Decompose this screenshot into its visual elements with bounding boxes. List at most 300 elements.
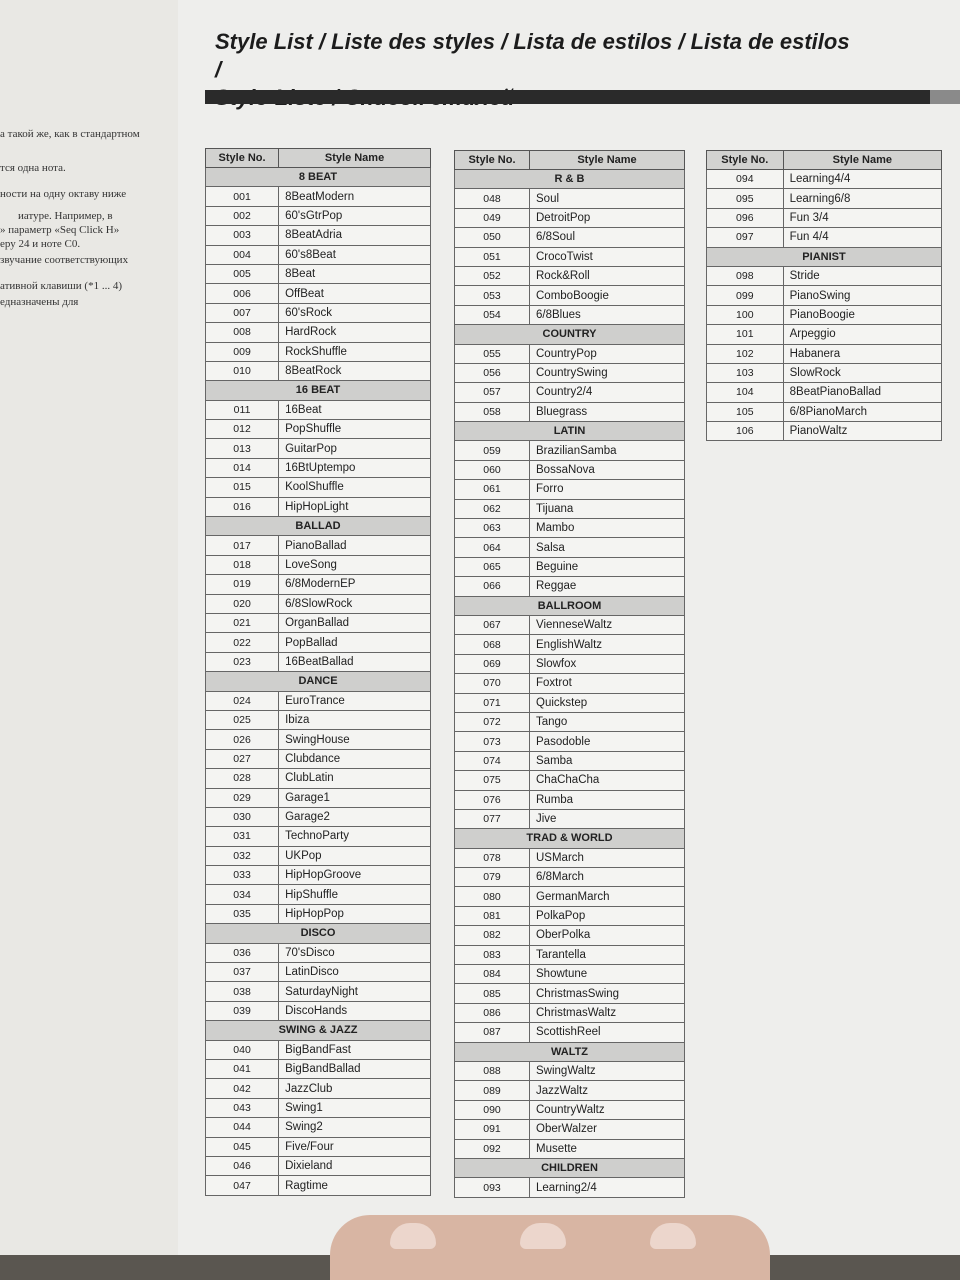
fingernail: [520, 1223, 566, 1249]
style-number: 052: [455, 266, 530, 285]
style-number: 067: [455, 615, 530, 634]
table-row: [206, 1118, 431, 1137]
style-number: 092: [455, 1139, 530, 1158]
table-row: [206, 904, 431, 923]
style-number: 002: [206, 206, 279, 225]
style-number: 013: [206, 439, 279, 458]
table-row: [206, 633, 431, 652]
style-name: Dixieland: [279, 1156, 431, 1175]
style-number: 106: [707, 422, 784, 441]
style-name: 6/8PianoMarch: [783, 402, 941, 421]
style-number: 004: [206, 245, 279, 264]
category-label: SWING & JAZZ: [206, 1021, 431, 1040]
style-name: ChristmasSwing: [530, 984, 685, 1003]
style-name: Learning6/8: [783, 189, 941, 208]
table-row: [206, 613, 431, 632]
table-row: [455, 538, 685, 557]
style-name: Showtune: [530, 965, 685, 984]
style-name: HipShuffle: [279, 885, 431, 904]
style-name: DetroitPop: [530, 208, 685, 227]
left-page-text-line: едназначены для: [0, 296, 79, 308]
table-row: [206, 187, 431, 206]
category-row: [206, 168, 431, 187]
style-name: Jive: [530, 809, 685, 828]
style-name: TechnoParty: [279, 827, 431, 846]
table-row: [455, 441, 685, 460]
style-number: 083: [455, 945, 530, 964]
style-name: 6/8Blues: [530, 305, 685, 324]
style-number: 026: [206, 730, 279, 749]
table-row: [455, 674, 685, 693]
style-number: 012: [206, 420, 279, 439]
table-row: [455, 926, 685, 945]
table-row: [206, 342, 431, 361]
style-name: Rock&Roll: [530, 266, 685, 285]
style-name: UKPop: [279, 846, 431, 865]
style-name: OffBeat: [279, 284, 431, 303]
style-number: 084: [455, 965, 530, 984]
style-name: 60's8Beat: [279, 245, 431, 264]
table-row: [707, 383, 942, 402]
style-number: 082: [455, 926, 530, 945]
style-name: PopShuffle: [279, 420, 431, 439]
style-number: 060: [455, 460, 530, 479]
style-name: 60'sGtrPop: [279, 206, 431, 225]
style-number: 070: [455, 674, 530, 693]
style-name: Salsa: [530, 538, 685, 557]
category-label: PIANIST: [707, 247, 942, 266]
header-rule-bar: [205, 90, 960, 104]
style-number: 098: [707, 266, 784, 285]
style-number: 018: [206, 555, 279, 574]
table-row: [455, 712, 685, 731]
style-name: DiscoHands: [279, 1001, 431, 1020]
style-name: 16BeatBallad: [279, 652, 431, 671]
style-number: 028: [206, 769, 279, 788]
style-number: 065: [455, 557, 530, 576]
style-name: JazzClub: [279, 1079, 431, 1098]
style-number: 085: [455, 984, 530, 1003]
style-name: EuroTrance: [279, 691, 431, 710]
style-number: 047: [206, 1176, 279, 1195]
fingernail: [390, 1223, 436, 1249]
style-number: 038: [206, 982, 279, 1001]
style-number: 036: [206, 943, 279, 962]
table-row: [707, 170, 942, 189]
table-row: [455, 189, 685, 208]
style-number: 007: [206, 303, 279, 322]
style-name: HardRock: [279, 323, 431, 342]
style-name: Rumba: [530, 790, 685, 809]
style-name: Arpeggio: [783, 325, 941, 344]
category-row: [455, 170, 685, 189]
style-name: GermanMarch: [530, 887, 685, 906]
table-row: [206, 1059, 431, 1078]
table-row: [455, 247, 685, 266]
table-row: [455, 1178, 685, 1197]
style-name: HipHopPop: [279, 904, 431, 923]
style-number: 034: [206, 885, 279, 904]
table-row: [206, 1156, 431, 1175]
style-name: 6/8ModernEP: [279, 575, 431, 594]
style-number: 024: [206, 691, 279, 710]
style-name: BigBandBallad: [279, 1059, 431, 1078]
style-number: 073: [455, 732, 530, 751]
table-row: [206, 497, 431, 516]
table-row: [455, 1081, 685, 1100]
category-row: [707, 247, 942, 266]
category-label: DISCO: [206, 924, 431, 943]
style-number: 069: [455, 654, 530, 673]
style-number: 053: [455, 286, 530, 305]
style-name: CountrySwing: [530, 363, 685, 382]
style-name: 6/8March: [530, 868, 685, 887]
style-number: 019: [206, 575, 279, 594]
left-page-text-line: еру 24 и ноте C0.: [0, 238, 81, 250]
table-row: [206, 827, 431, 846]
table-row: [206, 458, 431, 477]
style-name: SwingWaltz: [530, 1061, 685, 1080]
style-name: BigBandFast: [279, 1040, 431, 1059]
table-row: [707, 325, 942, 344]
style-name: Quickstep: [530, 693, 685, 712]
style-name: BossaNova: [530, 460, 685, 479]
style-number: 029: [206, 788, 279, 807]
table-row: [206, 1137, 431, 1156]
left-page-text-line: ности на одну октаву ниже: [0, 188, 127, 200]
style-name: CountryWaltz: [530, 1100, 685, 1119]
style-name: Musette: [530, 1139, 685, 1158]
page-title-line-1: Style List / Liste des styles / Lista de estilos / Lista de estilos /: [215, 29, 850, 82]
style-number: 072: [455, 712, 530, 731]
style-name: ChristmasWaltz: [530, 1003, 685, 1022]
column-header-style-name: Style Name: [279, 149, 431, 168]
table-row: [455, 615, 685, 634]
style-name: Learning4/4: [783, 170, 941, 189]
style-name: 70'sDisco: [279, 943, 431, 962]
style-name: 16BtUptempo: [279, 458, 431, 477]
table-row: [206, 264, 431, 283]
style-number: 033: [206, 866, 279, 885]
style-name: CountryPop: [530, 344, 685, 363]
style-number: 099: [707, 286, 784, 305]
table-row: [206, 1001, 431, 1020]
style-number: 006: [206, 284, 279, 303]
style-name: Garage2: [279, 807, 431, 826]
table-row: [455, 790, 685, 809]
header-rule-accent: [930, 90, 960, 104]
style-number: 102: [707, 344, 784, 363]
table-row: [206, 982, 431, 1001]
style-name: 8BeatPianoBallad: [783, 383, 941, 402]
style-name: VienneseWaltz: [530, 615, 685, 634]
style-name: Tango: [530, 712, 685, 731]
table-row: [206, 807, 431, 826]
style-name: ChaChaCha: [530, 771, 685, 790]
table-row: [206, 323, 431, 342]
table-row: [455, 984, 685, 1003]
style-name: Pasodoble: [530, 732, 685, 751]
style-number: 088: [455, 1061, 530, 1080]
category-row: [206, 672, 431, 691]
table-row: [455, 1100, 685, 1119]
table-row: [206, 536, 431, 555]
table-row: [455, 499, 685, 518]
table-row: [206, 943, 431, 962]
table-row: [206, 1040, 431, 1059]
style-number: 075: [455, 771, 530, 790]
style-name: PianoBoogie: [783, 305, 941, 324]
table-row: [455, 887, 685, 906]
style-number: 044: [206, 1118, 279, 1137]
table-row: [707, 305, 942, 324]
style-name: Country2/4: [530, 383, 685, 402]
table-row: [206, 866, 431, 885]
style-number: 030: [206, 807, 279, 826]
style-number: 096: [707, 208, 784, 227]
style-name: Stride: [783, 266, 941, 285]
category-row: [206, 381, 431, 400]
category-label: COUNTRY: [455, 325, 685, 344]
category-label: CHILDREN: [455, 1158, 685, 1177]
category-label: DANCE: [206, 672, 431, 691]
style-name: Reggae: [530, 577, 685, 596]
left-page-text-line: иатуре. Например, в: [18, 210, 113, 222]
style-number: 062: [455, 499, 530, 518]
category-label: BALLAD: [206, 517, 431, 536]
category-label: 8 BEAT: [206, 168, 431, 187]
style-number: 041: [206, 1059, 279, 1078]
style-name: Beguine: [530, 557, 685, 576]
style-name: PopBallad: [279, 633, 431, 652]
style-name: Forro: [530, 480, 685, 499]
style-number: 049: [455, 208, 530, 227]
category-row: [455, 1042, 685, 1061]
style-name: Ragtime: [279, 1176, 431, 1195]
style-name: LatinDisco: [279, 963, 431, 982]
table-row: [206, 710, 431, 729]
table-row: [455, 693, 685, 712]
table-row: [206, 226, 431, 245]
style-name: 8BeatRock: [279, 361, 431, 380]
left-page-text-line: а такой же, как в стандартном: [0, 128, 140, 140]
category-row: [206, 924, 431, 943]
style-number: 094: [707, 170, 784, 189]
table-row: [455, 1023, 685, 1042]
left-page: [0, 0, 205, 1280]
table-row: [455, 557, 685, 576]
style-name: 6/8Soul: [530, 228, 685, 247]
style-name: Swing1: [279, 1098, 431, 1117]
style-name: OberPolka: [530, 926, 685, 945]
table-row: [455, 286, 685, 305]
table-row: [206, 206, 431, 225]
table-row: [455, 635, 685, 654]
style-number: 086: [455, 1003, 530, 1022]
style-name: ComboBoogie: [530, 286, 685, 305]
style-number: 010: [206, 361, 279, 380]
column-header-style-name: Style Name: [783, 151, 941, 170]
table-row: [455, 383, 685, 402]
style-name: 8BeatAdria: [279, 226, 431, 245]
style-number: 015: [206, 478, 279, 497]
category-label: LATIN: [455, 422, 685, 441]
style-number: 076: [455, 790, 530, 809]
style-name: KoolShuffle: [279, 478, 431, 497]
category-label: BALLROOM: [455, 596, 685, 615]
table-row: [455, 402, 685, 421]
table-row: [206, 963, 431, 982]
table-row: [206, 788, 431, 807]
table-row: [455, 480, 685, 499]
style-name: 8BeatModern: [279, 187, 431, 206]
category-label: R & B: [455, 170, 685, 189]
table-row: [206, 749, 431, 768]
category-row: [455, 422, 685, 441]
table-row: [455, 266, 685, 285]
style-number: 071: [455, 693, 530, 712]
style-name: LoveSong: [279, 555, 431, 574]
table-row: [455, 771, 685, 790]
style-number: 017: [206, 536, 279, 555]
style-name: HipHopGroove: [279, 866, 431, 885]
style-table-2: [454, 150, 685, 1198]
left-page-text-line: ативной клавиши (*1 ... 4): [0, 280, 122, 292]
style-number: 068: [455, 635, 530, 654]
table-row: [707, 228, 942, 247]
style-number: 023: [206, 652, 279, 671]
table-row: [206, 594, 431, 613]
table-row: [455, 751, 685, 770]
style-number: 025: [206, 710, 279, 729]
table-header-row: [206, 149, 431, 168]
table-row: [206, 400, 431, 419]
category-label: WALTZ: [455, 1042, 685, 1061]
style-number: 011: [206, 400, 279, 419]
table-row: [206, 555, 431, 574]
table-row: [455, 208, 685, 227]
style-number: 056: [455, 363, 530, 382]
table-row: [455, 1120, 685, 1139]
style-number: 074: [455, 751, 530, 770]
style-number: 043: [206, 1098, 279, 1117]
style-number: 100: [707, 305, 784, 324]
table-row: [206, 245, 431, 264]
table-row: [206, 1176, 431, 1195]
table-row: [707, 208, 942, 227]
table-row: [455, 809, 685, 828]
style-number: 057: [455, 383, 530, 402]
style-number: 077: [455, 809, 530, 828]
table-row: [455, 519, 685, 538]
style-name: USMarch: [530, 848, 685, 867]
style-name: SwingHouse: [279, 730, 431, 749]
table-row: [707, 402, 942, 421]
table-row: [206, 303, 431, 322]
style-number: 031: [206, 827, 279, 846]
style-number: 105: [707, 402, 784, 421]
table-row: [707, 344, 942, 363]
table-row: [206, 730, 431, 749]
table-row: [206, 769, 431, 788]
table-row: [206, 361, 431, 380]
hand-fingers: [330, 1215, 770, 1280]
style-name: Swing2: [279, 1118, 431, 1137]
style-name: 16Beat: [279, 400, 431, 419]
style-number: 093: [455, 1178, 530, 1197]
style-number: 080: [455, 887, 530, 906]
table-row: [455, 460, 685, 479]
category-row: [455, 596, 685, 615]
table-row: [206, 1079, 431, 1098]
table-row: [206, 420, 431, 439]
category-row: [455, 1158, 685, 1177]
style-number: 027: [206, 749, 279, 768]
table-row: [206, 691, 431, 710]
style-name: GuitarPop: [279, 439, 431, 458]
style-number: 079: [455, 868, 530, 887]
style-name: CrocoTwist: [530, 247, 685, 266]
style-name: Clubdance: [279, 749, 431, 768]
table-row: [455, 906, 685, 925]
style-number: 005: [206, 264, 279, 283]
style-number: 039: [206, 1001, 279, 1020]
table-row: [206, 439, 431, 458]
style-number: 087: [455, 1023, 530, 1042]
style-number: 066: [455, 577, 530, 596]
table-row: [455, 577, 685, 596]
table-row: [455, 344, 685, 363]
table-row: [455, 848, 685, 867]
style-number: 103: [707, 363, 784, 382]
table-row: [707, 286, 942, 305]
left-page-text-line: тся одна нота.: [0, 162, 66, 174]
style-number: 095: [707, 189, 784, 208]
table-row: [206, 575, 431, 594]
style-number: 032: [206, 846, 279, 865]
style-number: 081: [455, 906, 530, 925]
style-name: Soul: [530, 189, 685, 208]
table-row: [206, 885, 431, 904]
table-row: [455, 1061, 685, 1080]
left-page-text-line: » параметр «Seq Click H»: [0, 224, 120, 236]
style-name: 60'sRock: [279, 303, 431, 322]
style-name: 6/8SlowRock: [279, 594, 431, 613]
table-row: [206, 1098, 431, 1117]
style-number: 048: [455, 189, 530, 208]
style-number: 021: [206, 613, 279, 632]
style-number: 016: [206, 497, 279, 516]
style-number: 078: [455, 848, 530, 867]
style-number: 101: [707, 325, 784, 344]
table-row: [206, 478, 431, 497]
style-name: Mambo: [530, 519, 685, 538]
table-row: [206, 846, 431, 865]
style-number: 046: [206, 1156, 279, 1175]
style-number: 008: [206, 323, 279, 342]
table-row: [455, 1003, 685, 1022]
table-row: [455, 363, 685, 382]
category-label: TRAD & WORLD: [455, 829, 685, 848]
style-name: Habanera: [783, 344, 941, 363]
style-table-1: [205, 148, 431, 1196]
column-header-style-no: Style No.: [206, 149, 279, 168]
style-number: 091: [455, 1120, 530, 1139]
category-label: 16 BEAT: [206, 381, 431, 400]
style-number: 020: [206, 594, 279, 613]
style-number: 089: [455, 1081, 530, 1100]
style-name: Ibiza: [279, 710, 431, 729]
